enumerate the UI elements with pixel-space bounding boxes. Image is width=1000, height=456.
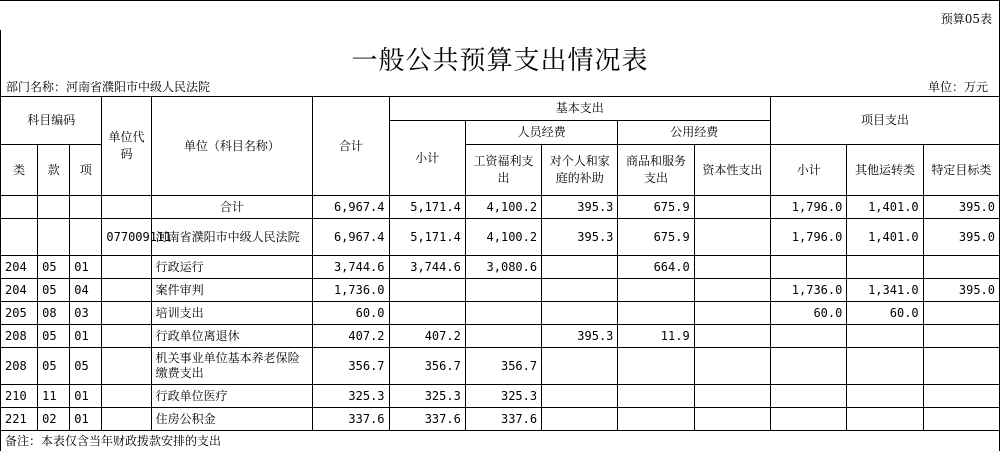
cell-wages [465,302,541,325]
cell-wages [465,325,541,348]
cell-wages [465,279,541,302]
cell-individual-subsidy [542,302,618,325]
cell-unit-code [102,348,151,385]
cell-total: 325.3 [313,385,389,408]
cell-special-purpose [923,348,999,385]
cell-basic-subtotal [389,279,465,302]
cell-goods-services [618,279,694,302]
cell-capital [694,302,770,325]
cell-unit-code [102,302,151,325]
cell-total: 60.0 [313,302,389,325]
cell-other-operations [847,325,923,348]
cell-kuan: 05 [38,348,70,385]
cell-total: 1,736.0 [313,279,389,302]
cell-unit-code [102,325,151,348]
header-personnel: 人员经费 [465,121,618,145]
cell-special-purpose: 395.0 [923,196,999,219]
cell-xiang: 01 [70,256,102,279]
cell-kuan: 08 [38,302,70,325]
table-body [1,196,1000,431]
cell-wages: 4,100.2 [465,196,541,219]
cell-goods-services [618,385,694,408]
cell-special-purpose [923,302,999,325]
cell-special-purpose [923,256,999,279]
cell-capital [694,408,770,431]
header-public-funds: 公用经费 [618,121,771,145]
cell-capital [694,385,770,408]
cell-special-purpose: 395.0 [923,219,999,256]
cell-xiang [70,196,102,219]
cell-kuan: 11 [38,385,70,408]
cell-basic-subtotal: 337.6 [389,408,465,431]
cell-unit-name: 河南省濮阳市中级人民法院 [151,219,313,256]
report-title: 一般公共预算支出情况表 [351,46,649,76]
cell-lei: 204 [1,279,38,302]
cell-project-subtotal: 60.0 [771,302,847,325]
cell-kuan [38,219,70,256]
cell-lei [1,196,38,219]
cell-basic-subtotal: 3,744.6 [389,256,465,279]
cell-lei: 208 [1,348,38,385]
table-row [1,385,1000,408]
cell-other-operations: 1,401.0 [847,196,923,219]
cell-goods-services: 675.9 [618,219,694,256]
cell-xiang: 03 [70,302,102,325]
cell-total: 6,967.4 [313,219,389,256]
cell-kuan: 02 [38,408,70,431]
cell-unit-name: 培训支出 [151,302,313,325]
cell-total: 3,744.6 [313,256,389,279]
cell-individual-subsidy [542,348,618,385]
cell-other-operations: 1,341.0 [847,279,923,302]
cell-individual-subsidy: 395.3 [542,325,618,348]
cell-lei: 221 [1,408,38,431]
cell-xiang: 01 [70,408,102,431]
cell-special-purpose: 395.0 [923,279,999,302]
cell-kuan: 05 [38,325,70,348]
cell-individual-subsidy [542,256,618,279]
cell-unit-code: 077009111 [102,219,151,256]
header-project-expenditure: 项目支出 [771,97,1000,145]
header-basic-subtotal: 小计 [389,121,465,196]
cell-lei [1,219,38,256]
header-kuan: 款 [38,145,70,196]
cell-total: 337.6 [313,408,389,431]
cell-individual-subsidy [542,408,618,431]
cell-capital [694,196,770,219]
department-name: 部门名称：河南省濮阳市中级人民法院 [6,80,211,94]
cell-total: 6,967.4 [313,196,389,219]
cell-unit-name: 案件审判 [151,279,313,302]
header-total: 合计 [313,97,389,196]
cell-capital [694,348,770,385]
table-row [1,408,1000,431]
cell-xiang [70,219,102,256]
cell-project-subtotal [771,385,847,408]
header-lei: 类 [1,145,38,196]
cell-project-subtotal [771,348,847,385]
cell-basic-subtotal: 5,171.4 [389,196,465,219]
header-project-subtotal: 小计 [771,145,847,196]
cell-unit-name: 合计 [151,196,313,219]
expenditure-table [0,96,1000,451]
cell-basic-subtotal: 407.2 [389,325,465,348]
header-goods-services: 商品和服务支出 [618,145,694,196]
cell-individual-subsidy: 395.3 [542,219,618,256]
cell-basic-subtotal [389,302,465,325]
cell-basic-subtotal: 356.7 [389,348,465,385]
cell-unit-name: 住房公积金 [151,408,313,431]
header-individual-subsidy: 对个人和家庭的补助 [542,145,618,196]
cell-lei: 210 [1,385,38,408]
header-capital: 资本性支出 [694,145,770,196]
cell-unit-code [102,408,151,431]
header-xiang: 项 [70,145,102,196]
cell-goods-services [618,302,694,325]
cell-project-subtotal: 1,736.0 [771,279,847,302]
table-row [1,196,1000,219]
header-unit-code: 单位代码 [102,97,151,196]
cell-xiang: 01 [70,325,102,348]
cell-goods-services: 675.9 [618,196,694,219]
cell-unit-name: 行政单位离退休 [151,325,313,348]
table-row [1,256,1000,279]
cell-xiang: 04 [70,279,102,302]
table-row [1,302,1000,325]
header-basic-expenditure: 基本支出 [389,97,771,121]
cell-unit-code [102,256,151,279]
cell-goods-services: 11.9 [618,325,694,348]
cell-project-subtotal [771,256,847,279]
cell-unit-name: 行政单位医疗 [151,385,313,408]
cell-capital [694,325,770,348]
cell-capital [694,256,770,279]
header-unit-name: 单位（科目名称） [151,97,313,196]
header-other-operations: 其他运转类 [847,145,923,196]
cell-other-operations [847,408,923,431]
cell-other-operations: 60.0 [847,302,923,325]
cell-wages: 356.7 [465,348,541,385]
cell-individual-subsidy: 395.3 [542,196,618,219]
footnote: 备注：本表仅含当年财政拨款安排的支出 [1,431,1000,452]
cell-total: 407.2 [313,325,389,348]
cell-goods-services [618,408,694,431]
cell-other-operations: 1,401.0 [847,219,923,256]
cell-individual-subsidy [542,385,618,408]
form-number: 预算05表 [940,12,992,26]
cell-capital [694,279,770,302]
cell-wages: 3,080.6 [465,256,541,279]
cell-unit-code [102,196,151,219]
cell-wages: 337.6 [465,408,541,431]
cell-kuan: 05 [38,279,70,302]
cell-project-subtotal: 1,796.0 [771,196,847,219]
cell-unit-code [102,385,151,408]
table-row [1,219,1000,256]
cell-lei: 205 [1,302,38,325]
cell-individual-subsidy [542,279,618,302]
cell-other-operations [847,385,923,408]
table-row [1,279,1000,302]
cell-other-operations [847,256,923,279]
cell-basic-subtotal: 5,171.4 [389,219,465,256]
cell-wages: 325.3 [465,385,541,408]
cell-goods-services: 664.0 [618,256,694,279]
table-row [1,325,1000,348]
cell-unit-code [102,279,151,302]
unit-label: 单位：万元 [927,80,988,94]
cell-special-purpose [923,408,999,431]
cell-wages: 4,100.2 [465,219,541,256]
cell-goods-services [618,348,694,385]
cell-xiang: 01 [70,385,102,408]
cell-xiang: 05 [70,348,102,385]
table-row [1,348,1000,385]
cell-special-purpose [923,385,999,408]
cell-capital [694,219,770,256]
cell-project-subtotal [771,408,847,431]
cell-unit-name: 机关事业单位基本养老保险缴费支出 [151,348,313,385]
cell-other-operations [847,348,923,385]
header-wages: 工资福利支出 [465,145,541,196]
cell-kuan: 05 [38,256,70,279]
header-subject-code: 科目编码 [1,97,102,145]
cell-kuan [38,196,70,219]
cell-project-subtotal [771,325,847,348]
cell-special-purpose [923,325,999,348]
cell-lei: 208 [1,325,38,348]
cell-unit-name: 行政运行 [151,256,313,279]
header-special-purpose: 特定目标类 [923,145,999,196]
cell-project-subtotal: 1,796.0 [771,219,847,256]
cell-total: 356.7 [313,348,389,385]
cell-lei: 204 [1,256,38,279]
cell-basic-subtotal: 325.3 [389,385,465,408]
top-border [0,0,1000,1]
